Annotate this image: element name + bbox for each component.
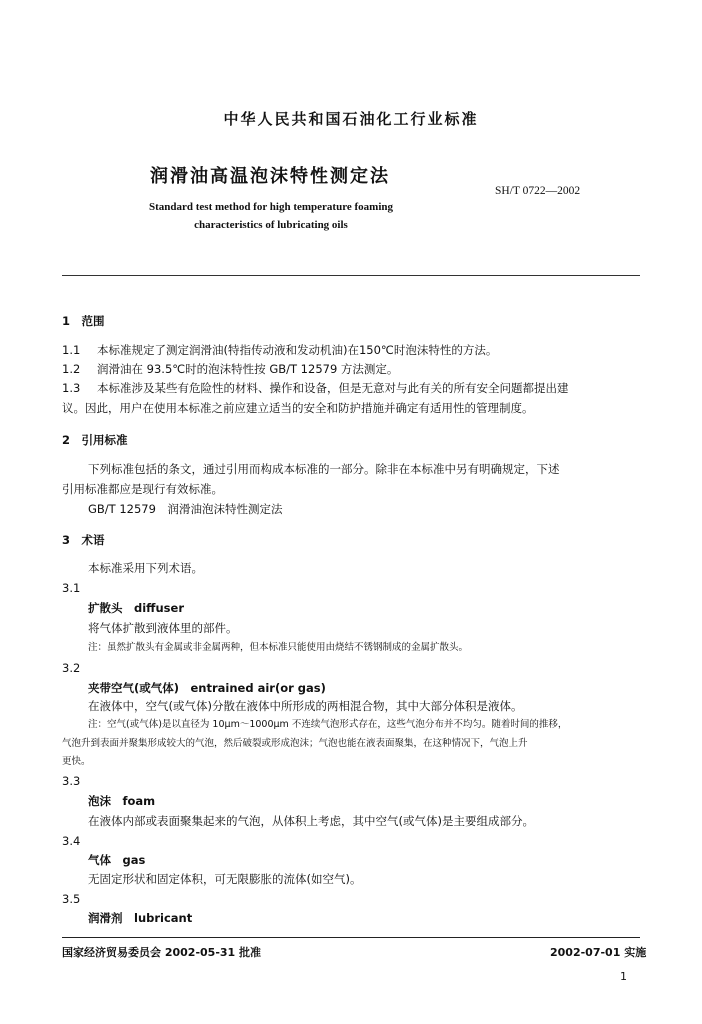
clause-1-1-number: 1.1: [62, 343, 81, 357]
implementation-date: 2002-07-01 实施: [550, 946, 647, 959]
section-2-heading: 2 引用标准: [62, 433, 128, 447]
section-2-text-line-1: 下列标准包括的条文，通过引用而构成本标准的一部分。除非在本标准中另有明确规定，下述: [88, 462, 560, 476]
section-3-intro: 本标准采用下列术语。: [88, 561, 203, 575]
term-3-1-definition: 将气体扩散到液体里的部件。: [88, 621, 238, 635]
footer-divider: [62, 937, 640, 938]
term-3-1-name: 扩散头 diffuser: [88, 601, 184, 615]
term-3-2-note-line-3: 更快。: [62, 756, 91, 767]
term-3-2-note-line-2: 气泡升到表面并聚集形成较大的气泡，然后破裂或形成泡沫；气泡也能在液表面聚集，在这种情况下，气泡上升: [62, 738, 528, 749]
issuing-authority: 中华人民共和国石油化工行业标准: [223, 110, 479, 128]
term-3-5-number: 3.5: [62, 892, 81, 906]
term-3-2-number: 3.2: [62, 661, 81, 675]
term-3-3-definition: 在液体内部或表面聚集起来的气泡，从体积上考虑，其中空气(或气体)是主要组成部分。: [88, 814, 534, 828]
term-3-2-definition: 在液体中，空气(或气体)分散在液体中所形成的两相混合物，其中大部分体积是液体。: [88, 699, 523, 713]
section-2-text-line-2: 引用标准都应是现行有效标准。: [62, 482, 223, 496]
term-3-4-name: 气体 gas: [88, 853, 146, 867]
section-1-heading: 1 范围: [62, 314, 105, 328]
term-3-5-name: 润滑剂 lubricant: [88, 911, 193, 925]
clause-1-3-number: 1.3: [62, 381, 81, 395]
section-3-heading: 3 术语: [62, 533, 105, 547]
english-title-line-2: characteristics of lubricating oils: [194, 219, 348, 231]
header-divider: [62, 275, 640, 276]
referenced-standard: GB/T 12579 润滑油泡沫特性测定法: [88, 502, 283, 516]
term-3-2-note-line-1: 注：空气(或气体)是以直径为 10μm～1000μm 不连续气泡形式存在，这些气泡分布并不均匀。随着时间的推移，: [88, 719, 568, 730]
term-3-3-name: 泡沫 foam: [88, 794, 156, 808]
clause-1-2-number: 1.2: [62, 362, 81, 376]
clause-1-3-text-line-1: 本标准涉及某些有危险性的材料、操作和设备，但是无意对与此有关的所有安全问题都提出建: [97, 381, 569, 395]
term-3-4-number: 3.4: [62, 834, 81, 848]
term-3-3-number: 3.3: [62, 774, 81, 788]
english-title-line-1: Standard test method for high temperature foaming: [148, 201, 394, 213]
term-3-4-definition: 无固定形状和固定体积，可无限膨胀的流体(如空气)。: [88, 872, 362, 886]
term-3-1-number: 3.1: [62, 581, 81, 595]
standard-number: SH/T 0722—2002: [495, 185, 581, 197]
term-3-2-name: 夹带空气(或气体) entrained air(or gas): [88, 681, 326, 695]
approval-line: 国家经济贸易委员会 2002-05-31 批准: [62, 946, 262, 959]
document-title: 润滑油高温泡沫特性测定法: [150, 166, 390, 187]
term-3-1-note: 注：虽然扩散头有金属或非金属两种，但本标准只能使用由烧结不锈钢制成的金属扩散头。: [88, 642, 469, 653]
clause-1-1-text: 本标准规定了测定润滑油(特指传动液和发动机油)在150℃时泡沫特性的方法。: [97, 343, 498, 357]
clause-1-2-text: 润滑油在 93.5℃时的泡沫特性按 GB/T 12579 方法测定。: [97, 362, 399, 376]
page-number: 1: [620, 970, 627, 983]
clause-1-3-text-line-2: 议。因此，用户在使用本标准之前应建立适当的安全和防护措施并确定有适用性的管理制度。: [62, 401, 534, 415]
